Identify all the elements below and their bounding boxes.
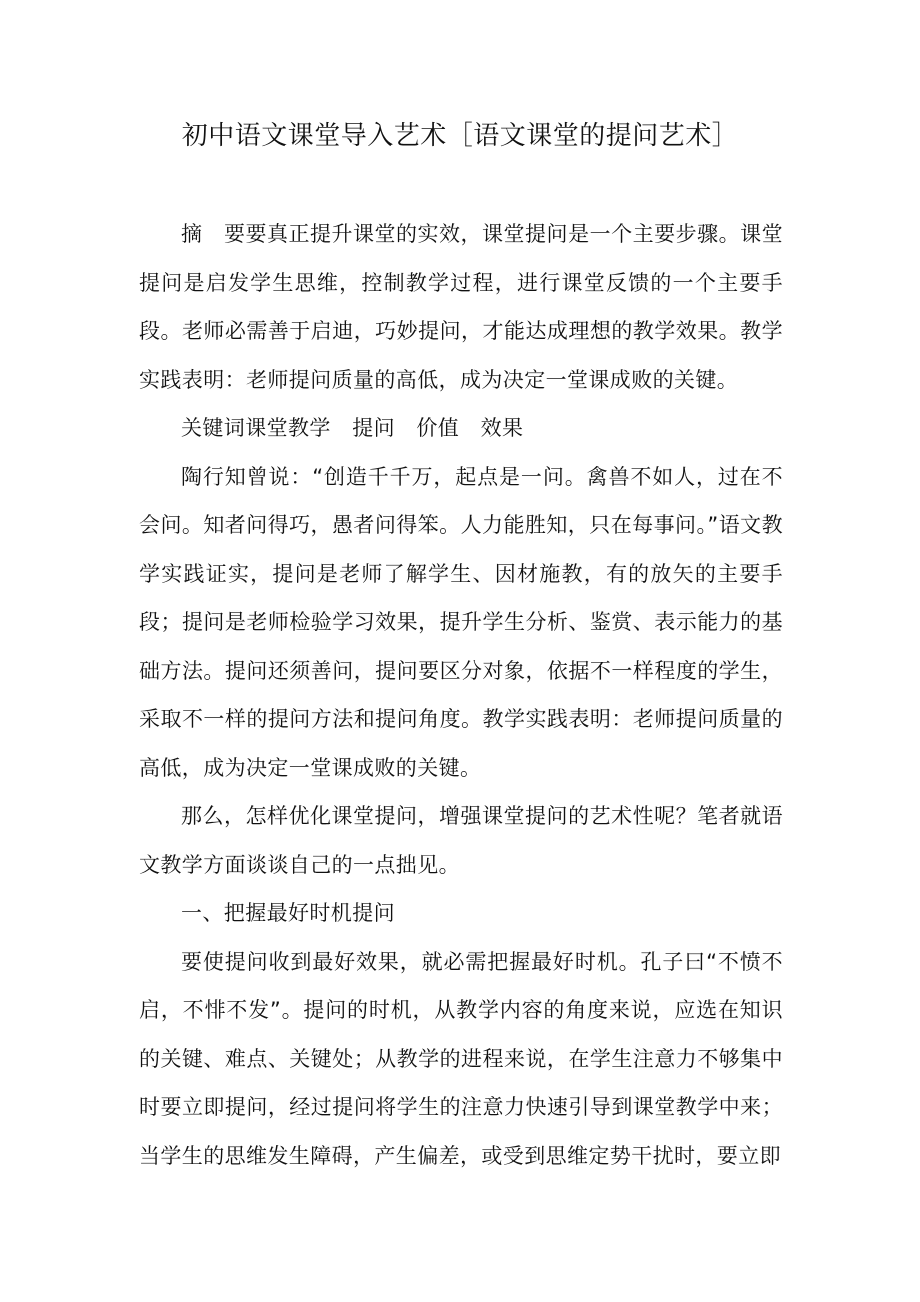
- body-paragraph: 要使提问收到最好效果，就必需把握最好时机。孔子曰“不愤不启，不悱不发”。提问的时机，从教学内容的角度来说，应选在知识的关键、难点、关键处；从教学的进程来说，在学生注意力不够集中时要立即提问，经过提问将学生的注意力快速引导到课堂教学中来；当学生的思维发生障碍，产生偏差，或受到思维定势干扰时，要立即: [139, 949, 783, 1168]
- body-paragraph: 那么，怎样优化课堂提问，增强课堂提问的艺术性呢？笔者就语文教学方面谈谈自己的一点拙见。: [139, 804, 783, 877]
- document-body: [139, 210, 783, 1180]
- document-title: 初中语文课堂导入艺术［语文课堂的提问艺术］: [181, 121, 739, 151]
- body-paragraph: 陶行知曾说：“创造千千万，起点是一问。禽兽不如人，过在不会问。知者问得巧，愚者问得笨。人力能胜知，只在每事问。”语文教学实践证实，提问是老师了解学生、因材施教，有的放矢的主要手段；提问是老师检验学习效果，提升学生分析、鉴赏、表示能力的基础方法。提问还须善问，提问要区分对象，依据不一样程度的学生，采取不一样的提问方法和提问角度。教学实践表明：老师提问质量的高低，成为决定一堂课成败的关键。: [139, 464, 783, 780]
- abstract-paragraph: 摘 要要真正提升课堂的实效，课堂提问是一个主要步骤。课堂提问是启发学生思维，控制教学过程，进行课堂反馈的一个主要手段。老师必需善于启迪，巧妙提问，才能达成理想的教学效果。教学实践表明：老师提问质量的高低，成为决定一堂课成败的关键。: [139, 222, 783, 392]
- section-heading: 一、把握最好时机提问: [181, 901, 395, 925]
- keywords-paragraph: 关键词课堂教学 提问 价值 效果: [181, 416, 524, 440]
